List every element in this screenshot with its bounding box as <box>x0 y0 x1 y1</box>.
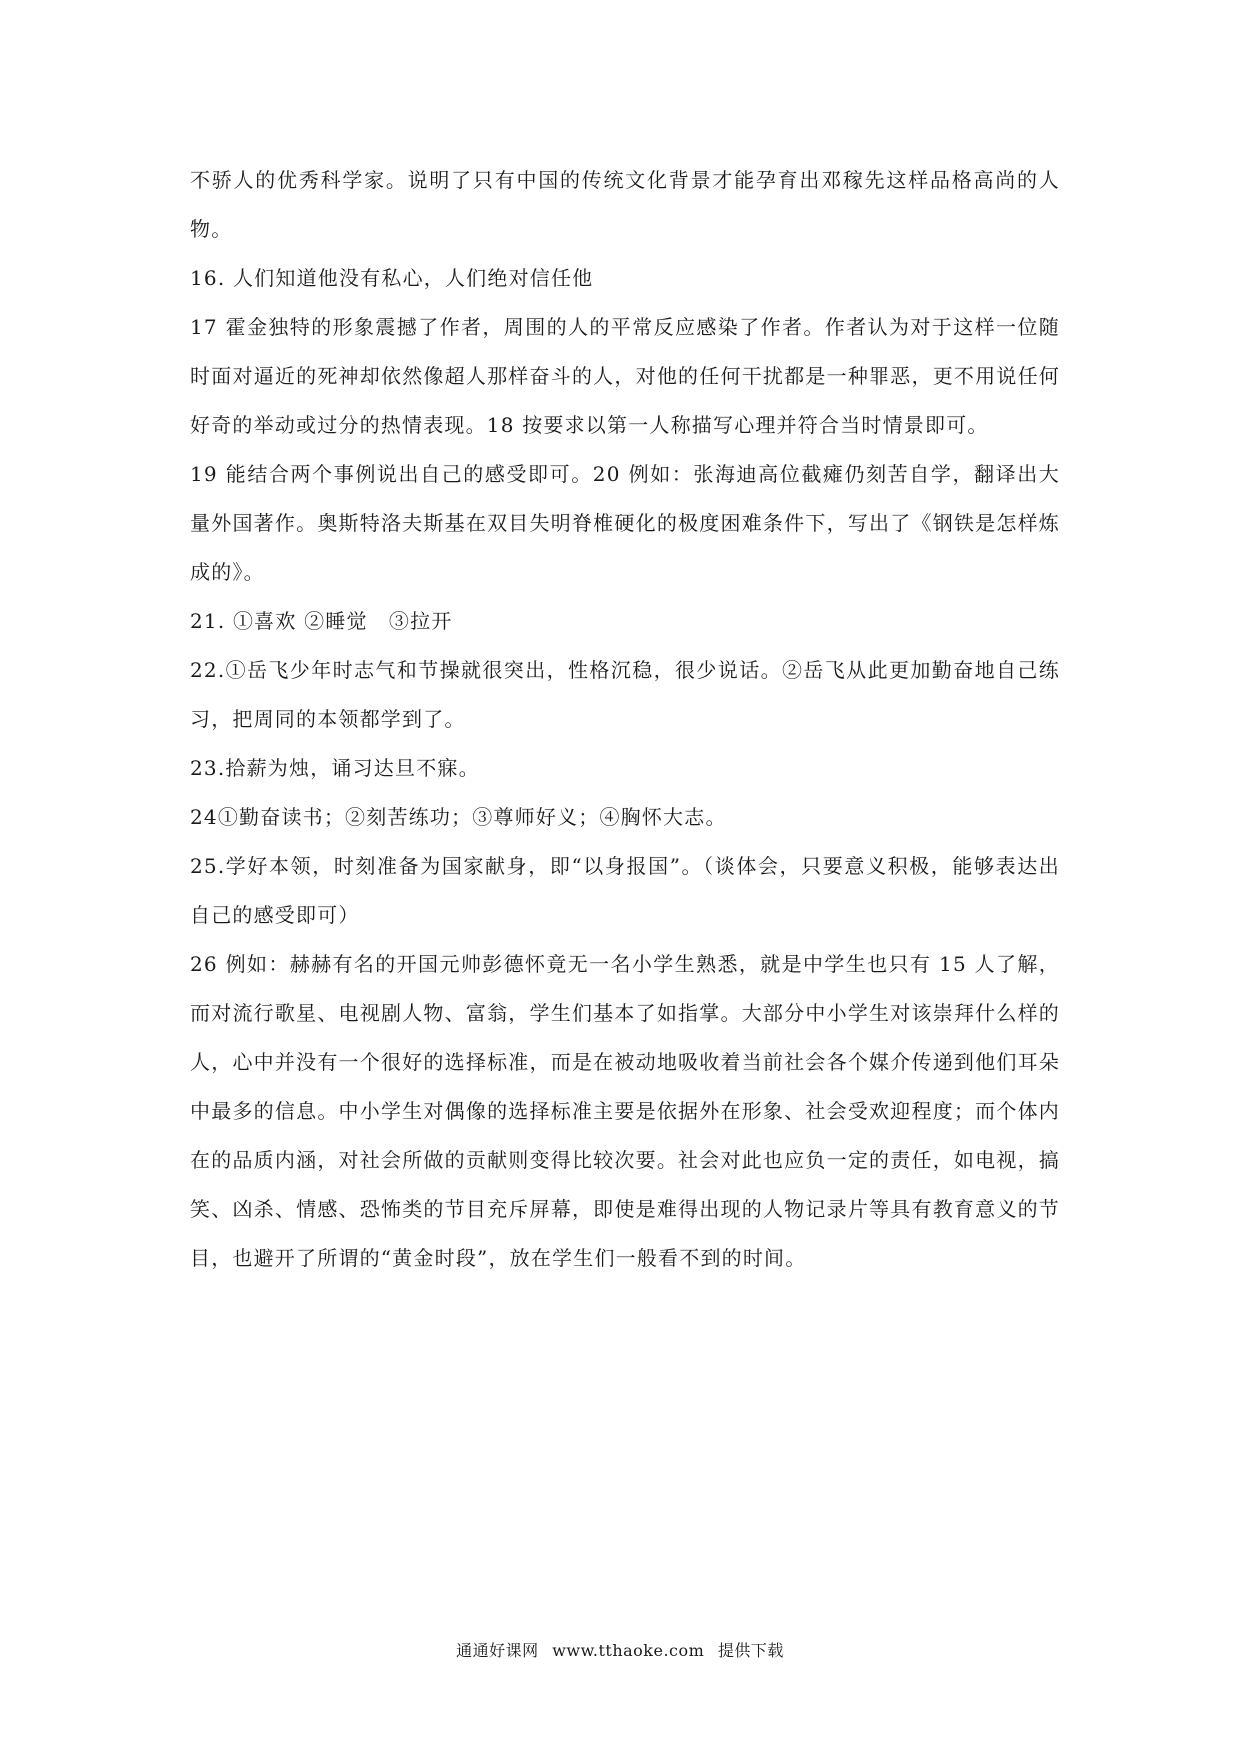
footer-url: www.tthaoke.com <box>552 1641 705 1660</box>
answer-24: 24①勤奋读书；②刻苦练功；③尊师好义；④胸怀大志。 <box>190 805 727 829</box>
answer-25: 25.学好本领，时刻准备为国家献身，即“以身报国”。（谈体会，只要意义积极，能够表达出自己的感受即可） <box>190 854 1060 927</box>
answer-16: 16. 人们知道他没有私心，人们绝对信任他 <box>190 266 594 290</box>
answer-22: 22.①岳飞少年时志气和节操就很突出，性格沉稳，很少说话。②岳飞从此更加勤奋地自己练习，把周同的本领都学到了。 <box>190 658 1060 731</box>
footer-suffix: 提供下载 <box>717 1641 784 1660</box>
footer-site-name: 通通好课网 <box>456 1641 539 1660</box>
page-footer <box>0 1638 1240 1661</box>
answer-17-18: 17 霍金独特的形象震撼了作者，周围的人的平常反应感染了作者。作者认为对于这样一位随时面对逼近的死神却依然像超人那样奋斗的人，对他的任何干扰都是一种罪恶，更不用说任何好奇的举动或过分的热情表现。18 按要求以第一人称描写心理并符合当时情景即可。 <box>190 315 1060 437</box>
paragraph-continuation: 不骄人的优秀科学家。说明了只有中国的传统文化背景才能孕育出邓稼先这样品格高尚的人物。 <box>190 168 1060 241</box>
answer-23: 23.拾薪为烛，诵习达旦不寐。 <box>190 756 480 780</box>
answer-21: 21. ①喜欢 ②睡觉 ③拉开 <box>190 609 453 633</box>
answer-19-20: 19 能结合两个事例说出自己的感受即可。20 例如：张海迪高位截瘫仍刻苦自学，翻译出大量外国著作。奥斯特洛夫斯基在双目失明脊椎硬化的极度困难条件下，写出了《钢铁是怎样炼成的》。 <box>190 462 1060 584</box>
answer-body <box>190 156 1060 1283</box>
answer-26: 26 例如：赫赫有名的开国元帅彭德怀竟无一名小学生熟悉，就是中学生也只有 15 人了解，而对流行歌星、电视剧人物、富翁，学生们基本了如指掌。大部分中小学生对该崇拜什么样的人，心中并没有一个很好的选择标准，而是在被动地吸收着当前社会各个媒介传递到他们耳朵中最多的信息。中小学生对偶像的选择标准主要是依据外在形象、社会受欢迎程度；而个体内在的品质内涵，对社会所做的贡献则变得比较次要。社会对此也应负一定的责任，如电视，搞笑、凶杀、情感、恐怖类的节目充斥屏幕，即使是难得出现的人物记录片等具有教育意义的节目，也避开了所谓的“黄金时段”，放在学生们一般看不到的时间。 <box>190 952 1060 1270</box>
